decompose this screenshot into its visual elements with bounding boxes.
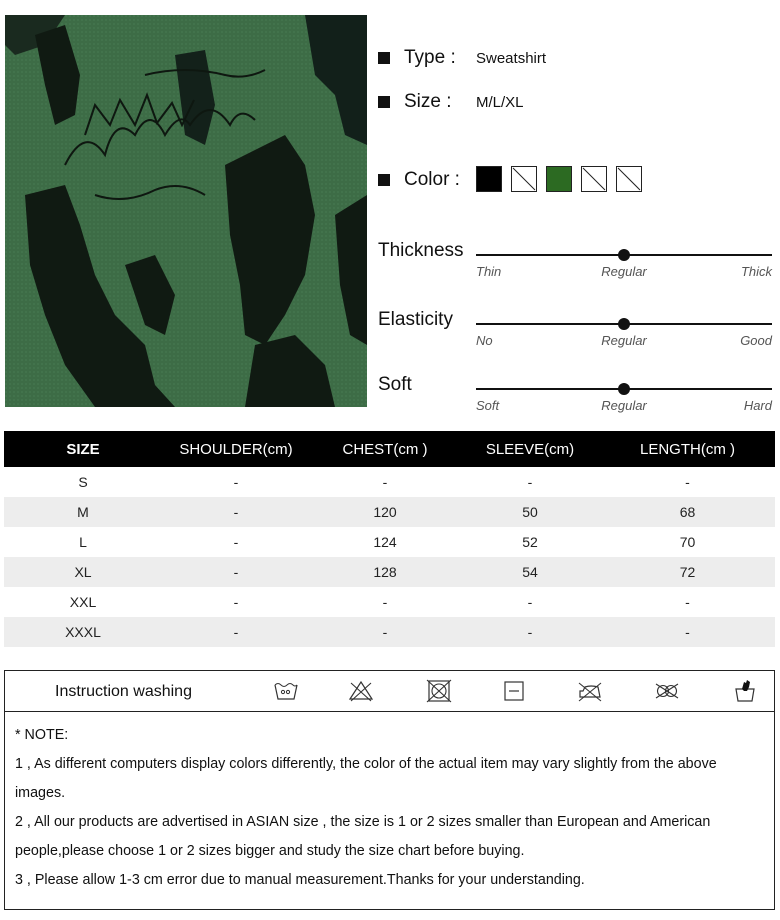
note-item-1: 1 , As different computers display colors differently, the color of the actual item may vary slightly from the above images. [15,756,717,801]
spec-size-label: Size : [404,91,452,112]
notes [15,721,770,895]
header-shoulder: SHOULDER(cm) [162,431,310,467]
header-sleeve: SLEEVE(cm) [460,431,600,467]
spec-type-value: Sweatshirt [476,49,547,67]
table-cell: XXXL [4,617,162,647]
header-size: SIZE [4,431,162,467]
scale-marker [618,383,630,395]
color-swatch[interactable] [476,166,502,192]
table-cell: - [527,474,533,490]
color-swatch[interactable] [546,166,572,192]
table-cell: - [460,617,600,647]
table-cell: - [162,557,310,587]
table-cell: 52 [522,534,538,550]
table-cell: - [685,594,690,610]
table-cell: M [4,497,162,527]
scale-marker [618,318,630,330]
spec-type-label: Type : [404,47,456,68]
scale-elasticity [378,309,774,359]
note-heading: * NOTE: [15,727,69,743]
sweater-image [5,15,367,407]
color-swatch[interactable] [616,166,642,192]
table-cell: - [600,617,775,647]
table-cell: - [382,474,388,490]
washing-header [5,671,774,712]
table-cell: - [233,594,239,610]
care-instructions-box [4,670,775,910]
table-cell: 50 [460,497,600,527]
table-cell: - [162,617,310,647]
bullet-icon [378,174,390,186]
size-table-header [4,431,775,467]
scale-option: Thin [476,264,502,279]
hand-wash-icon [273,679,299,703]
no-bleach-icon [348,679,374,703]
spec-color-label: Color : [404,169,460,190]
scale-thickness [378,240,774,290]
scale-option: Good [740,333,772,348]
scale-marker [618,249,630,261]
spec-type [378,47,547,69]
table-row [4,617,775,647]
table-cell: S [78,474,88,490]
table-cell: 68 [600,497,775,527]
color-swatches [476,166,642,192]
bullet-icon [378,52,390,64]
empty-swatch-icon [512,167,536,191]
scale-option: Hard [743,398,772,413]
scale-option: Regular [601,264,647,279]
no-dry-clean-icon [654,679,680,703]
scale-option: Regular [601,333,647,348]
scale-option: Soft [476,398,500,413]
table-cell: - [233,534,239,550]
washing-title: Instruction washing [55,683,192,700]
spec-color [378,169,484,191]
low-iron-icon [577,679,603,703]
scale-option: Regular [601,398,647,413]
table-cell: XL [4,557,162,587]
table-cell: - [233,474,239,490]
scale-soft [378,374,774,424]
table-cell: - [382,594,388,610]
table-row [4,557,775,587]
empty-swatch-icon [617,167,641,191]
scale-option: No [476,333,493,348]
color-swatch[interactable] [511,166,537,192]
spec-size [378,91,524,113]
table-cell: L [79,534,87,550]
bullet-icon [378,96,390,108]
table-cell: - [162,497,310,527]
table-row [4,467,775,497]
table-cell: 120 [310,497,460,527]
size-table [4,431,775,647]
spec-size-value: M/L/XL [476,93,524,111]
table-cell: 72 [600,557,775,587]
no-tumble-dry-icon [426,679,452,703]
table-row [4,497,775,527]
table-row [4,587,775,617]
table-cell: 128 [310,557,460,587]
note-item-3: 3 , Please allow 1-3 cm error due to manual measurement.Thanks for your understanding. [15,872,585,888]
header-length: LENGTH(cm ) [600,431,775,467]
table-cell: - [527,594,533,610]
table-cell: XXL [69,594,97,610]
empty-swatch-icon [582,167,606,191]
table-row [4,527,775,557]
table-cell: 54 [460,557,600,587]
table-cell: - [310,617,460,647]
scale-label: Soft [378,374,412,395]
scale-option: Thick [740,264,772,279]
flat-dry-icon [501,679,527,703]
note-item-2: 2 , All our products are advertised in ASIAN size , the size is 1 or 2 sizes smaller than European and American people,please choose 1 or 2 sizes bigger and study the size chart before buying. [15,814,711,859]
scale-label: Thickness [378,240,464,261]
scale-label: Elasticity [378,309,453,330]
header-chest: CHEST(cm ) [310,431,460,467]
color-swatch[interactable] [581,166,607,192]
table-cell: 70 [679,534,696,550]
hand-wash-only-icon [732,679,758,703]
product-photo [5,15,367,407]
table-cell: - [685,474,690,490]
table-cell: 124 [373,534,397,550]
